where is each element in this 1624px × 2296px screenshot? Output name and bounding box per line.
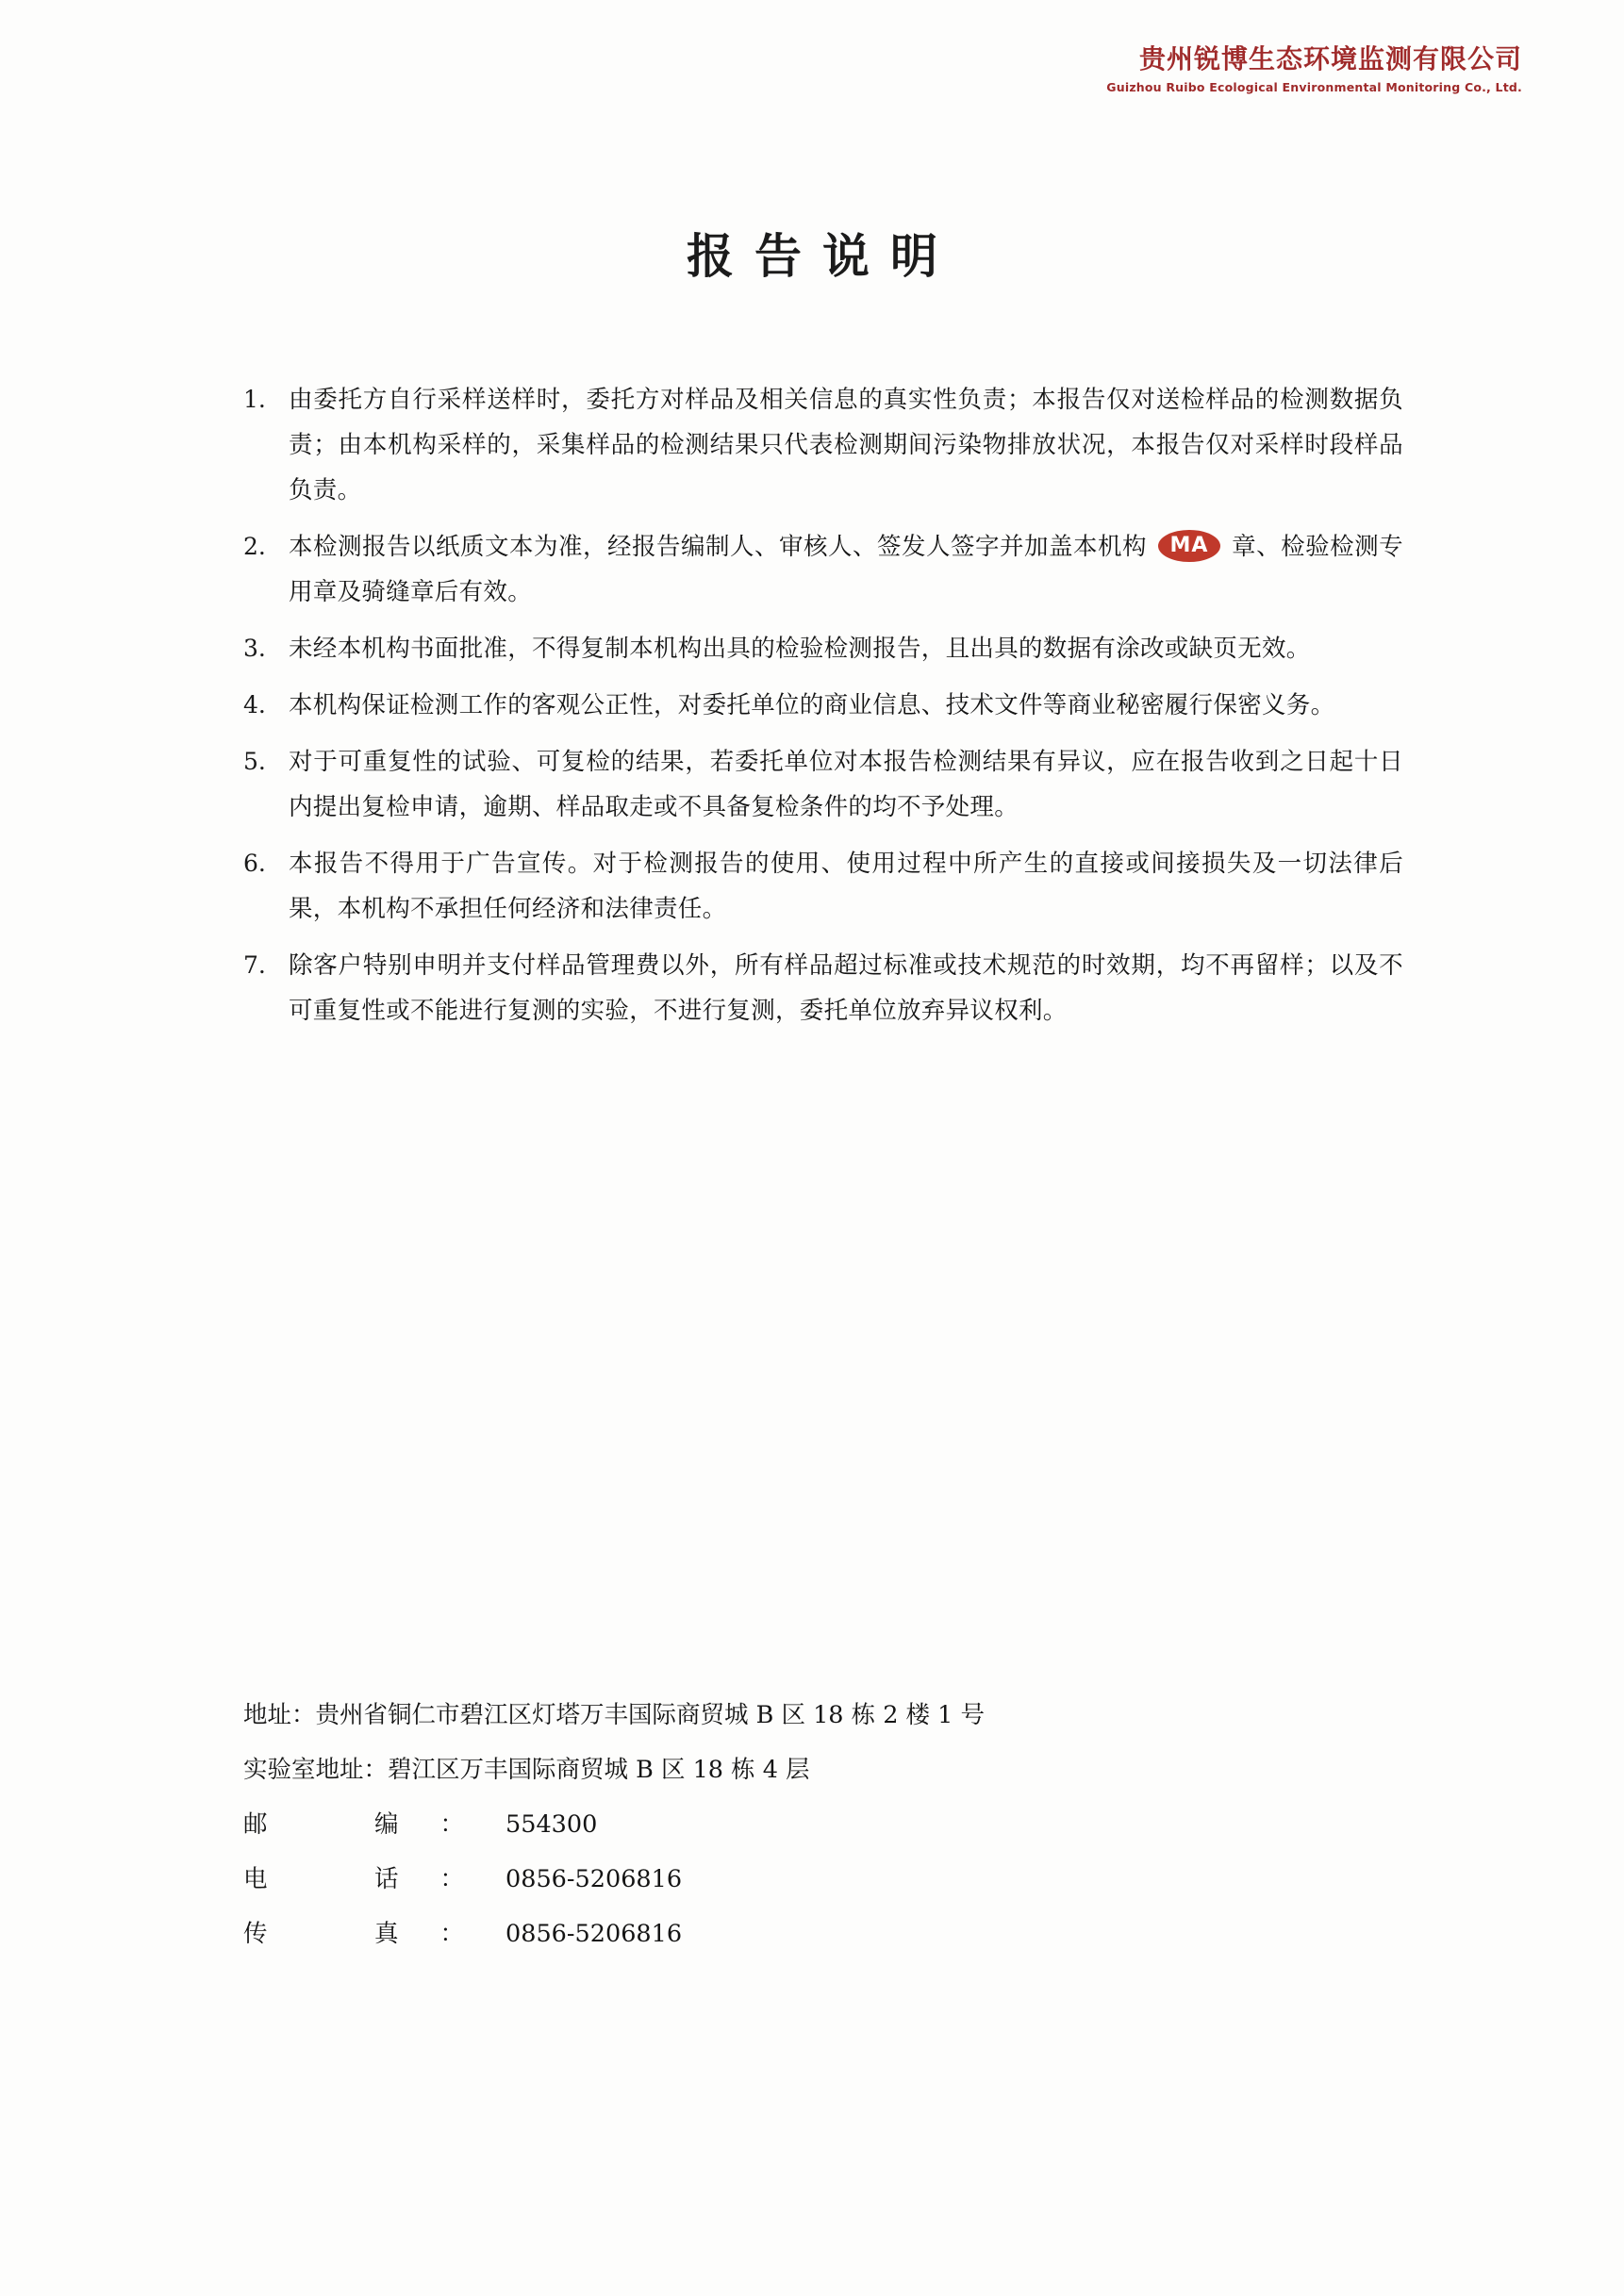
address-label: 地址： (243, 1701, 316, 1729)
ma-certification-stamp-icon (1158, 530, 1220, 562)
lab-address-label: 实验室地址： (243, 1756, 389, 1784)
clause-text: 未经本机构书面批准，不得复制本机构出具的检验检测报告，且出具的数据有涂改或缺页无效。 (289, 635, 1311, 663)
phone-label: 电 话： (243, 1865, 506, 1893)
list-item (243, 626, 1403, 671)
address-row (243, 1688, 1422, 1743)
clause-number: 3. (243, 635, 266, 662)
phone-value: 0856-5206816 (505, 1865, 683, 1893)
address-value: 贵州省铜仁市碧江区灯塔万丰国际商贸城 B 区 18 栋 2 楼 1 号 (315, 1701, 985, 1729)
company-header (1106, 45, 1522, 94)
list-item (243, 739, 1403, 830)
clause-text (289, 524, 1403, 615)
clause-text: 本机构保证检测工作的客观公正性，对委托单位的商业信息、技术文件等商业秘密履行保密义务。 (289, 691, 1335, 719)
clause-number: 4. (243, 691, 266, 719)
clause-text-part-2: 章、检验检测专用章及骑缝章后有效。 (289, 533, 1403, 606)
clause-text: 对于可重复性的试验、可复检的结果，若委托单位对本报告检测结果有异议，应在报告收到之日起十日内提出复检申请，逾期、样品取走或不具备复检条件的均不予处理。 (289, 748, 1403, 821)
clause-text: 除客户特别申明并支付样品管理费以外，所有样品超过标准或技术规范的时效期，均不再留样；以及不可重复性或不能进行复测的实验，不进行复测，委托单位放弃异议权利。 (289, 951, 1403, 1025)
clause-number: 5. (243, 748, 266, 775)
clause-text: 本报告不得用于广告宣传。对于检测报告的使用、使用过程中所产生的直接或间接损失及一切法律后果，本机构不承担任何经济和法律责任。 (289, 850, 1403, 923)
company-name-cn: 贵州锐博生态环境监测有限公司 (1138, 43, 1522, 74)
clause-number: 7. (243, 951, 266, 979)
clause-number: 6. (243, 850, 266, 877)
clause-number: 1. (243, 386, 266, 413)
postcode-label: 邮 编： (243, 1810, 506, 1839)
company-name-en: Guizhou Ruibo Ecological Environmental Monitoring Co., Ltd. (1106, 79, 1522, 94)
fax-row (243, 1907, 1422, 1961)
contact-block (243, 1688, 1422, 1961)
page-title: 报告说明 (687, 229, 958, 284)
clause-number: 2. (243, 533, 266, 560)
clause-list (243, 377, 1403, 1045)
list-item (243, 943, 1403, 1033)
list-item (243, 377, 1403, 513)
postcode-row (243, 1797, 1422, 1852)
lab-address-row (243, 1743, 1422, 1797)
ma-stamp-label: MA (1169, 534, 1209, 557)
fax-label: 传 真： (243, 1920, 506, 1948)
phone-row (243, 1852, 1422, 1907)
clause-text: 由委托方自行采样送样时，委托方对样品及相关信息的真实性负责；本报告仅对送检样品的检测数据负责；由本机构采样的，采集样品的检测结果只代表检测期间污染物排放状况，本报告仅对采样时段样品负责。 (289, 386, 1403, 504)
fax-value: 0856-5206816 (505, 1920, 683, 1948)
list-item (243, 524, 1403, 615)
list-item (243, 683, 1403, 728)
list-item (243, 841, 1403, 932)
postcode-value: 554300 (505, 1810, 598, 1839)
lab-address-value: 碧江区万丰国际商贸城 B 区 18 栋 4 层 (388, 1756, 810, 1784)
clause-text-part-1: 本检测报告以纸质文本为准，经报告编制人、审核人、签发人签字并加盖本机构 (289, 533, 1147, 561)
